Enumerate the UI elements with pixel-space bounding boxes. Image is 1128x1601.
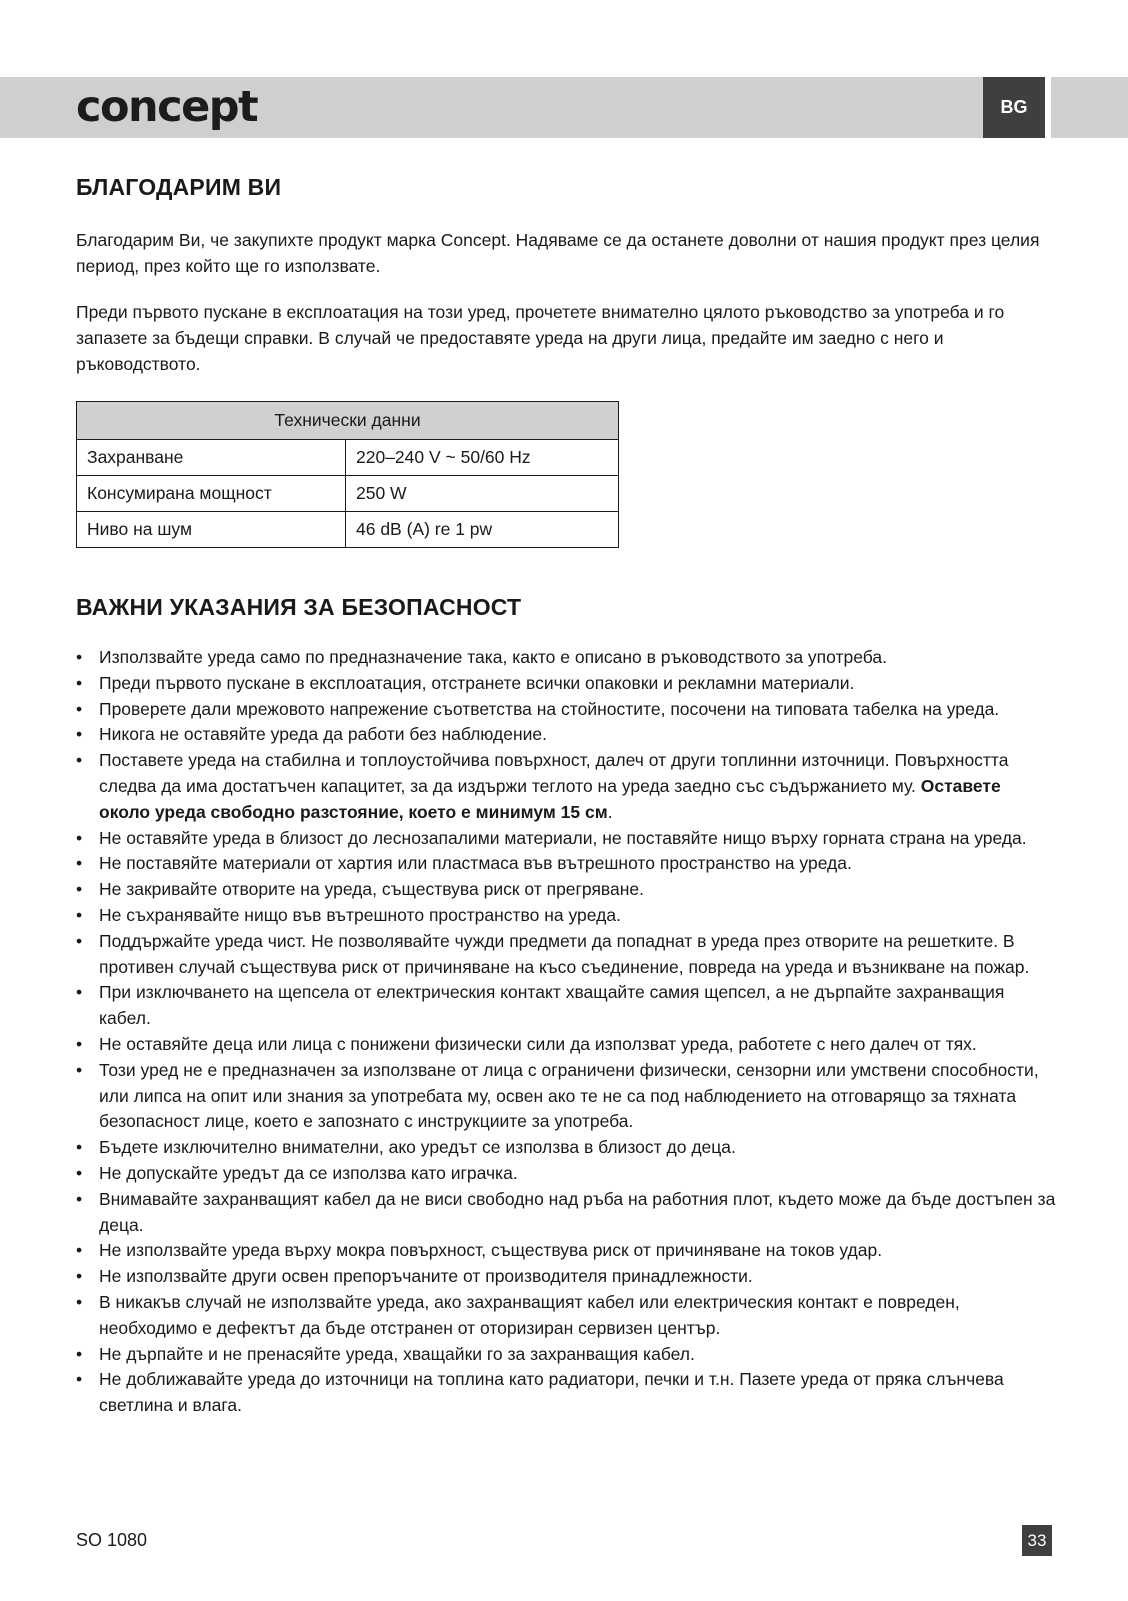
safety-item-text: Не допускайте уредът да се използва като играчка. [99, 1162, 518, 1183]
bullet-icon: • [76, 1343, 83, 1364]
bullet-icon: • [76, 672, 83, 693]
safety-item-text: Този уред не е предназначен за използване от лица с ограничени физически, сензорни или умствени способности, или липса на опит или знания за употребата му, освен ако те не са под наблюдението на отговарящо за тяхната безопасност лице, което е запознато с инструкциите за употреба. [99, 1059, 1039, 1132]
thanks-title: БЛАГОДАРИМ ВИ [76, 174, 282, 200]
list-item [76, 1342, 1056, 1368]
safety-item-text: Не дърпайте и не пренасяйте уреда, хващайки го за захранващия кабел. [99, 1343, 695, 1364]
list-item [76, 645, 1056, 671]
bullet-icon: • [76, 750, 83, 771]
header-divider [1045, 77, 1051, 138]
bullet-icon: • [76, 853, 83, 874]
safety-item-text: Не оставяйте деца или лица с понижени физически сили да използват уреда, работете с него далеч от тях. [99, 1033, 977, 1054]
bullet-icon: • [76, 1266, 83, 1287]
table-row [77, 476, 619, 512]
list-item [76, 903, 1056, 929]
bullet-icon: • [76, 1291, 83, 1312]
safety-item-text: Не закривайте отворите на уреда, съществува риск от прегряване. [99, 879, 645, 900]
bullet-icon: • [76, 904, 83, 925]
bullet-icon: • [76, 1369, 83, 1390]
list-item [76, 1161, 1056, 1187]
list-item [76, 1135, 1056, 1161]
page-number: 33 [1022, 1525, 1052, 1556]
safety-item-text: Не използвайте други освен препоръчаните от производителя принадлежности. [99, 1266, 753, 1287]
bullet-icon: • [76, 1137, 83, 1158]
spec-value: 250 W [346, 476, 619, 512]
list-item [76, 929, 1056, 981]
safety-title: ВАЖНИ УКАЗАНИЯ ЗА БЕЗОПАСНОСТ [76, 594, 522, 620]
list-item [76, 1367, 1056, 1419]
safety-item-emphasis: Оставете около уреда свободно разстояние, което е минимум 15 см [99, 775, 1001, 822]
list-item [76, 671, 1056, 697]
list-item [76, 877, 1056, 903]
safety-item-text: Поддържайте уреда чист. Не позволявайте чужди предмети да попаднат в уреда през отворите на решетките. В противен случай съществува риск от причиняване на късо съединение, повреда на уреда и възникване на пожар. [99, 930, 1030, 977]
technical-data-header: Технически данни [77, 402, 619, 440]
spec-value: 46 dB (A) re 1 pw [346, 512, 619, 548]
safety-item-tail: . [607, 801, 613, 822]
bullet-icon: • [76, 698, 83, 719]
safety-item-text: Поставете уреда на стабилна и топлоустойчива повърхност, далеч от други топлинни източници. Повърхността следва да има достатъчен капацитет, за да издържи теглото на уреда заедно със съдържанието му. [99, 750, 1009, 796]
bullet-icon: • [76, 1162, 83, 1183]
bullet-icon: • [76, 930, 83, 951]
safety-item-text: Не съхранявайте нищо във вътрешното пространство на уреда. [99, 904, 621, 925]
safety-list [76, 645, 1056, 1419]
bullet-icon: • [76, 879, 83, 900]
safety-item-text: Не използвайте уреда върху мокра повърхност, съществува риск от причиняване на токов удар. [99, 1240, 883, 1261]
bullet-icon: • [76, 1059, 83, 1080]
safety-item-text: Никога не оставяйте уреда да работи без наблюдение. [99, 724, 548, 745]
spec-label: Захранване [77, 440, 346, 476]
list-item [76, 722, 1056, 748]
list-item [76, 1264, 1056, 1290]
list-item [76, 1238, 1056, 1264]
safety-item-text: В никакъв случай не използвайте уреда, ако захранващият кабел или електрическия контакт е повреден, необходимо е дефектът да бъде отстранен от оторизиран сервизен център. [99, 1291, 960, 1338]
list-item [76, 1187, 1056, 1239]
spec-label: Консумирана мощност [77, 476, 346, 512]
safety-item-text: Проверете дали мрежовото напрежение съответства на стойностите, посочени на типовата табелка на уреда. [99, 698, 1000, 719]
page-content [76, 168, 1056, 1419]
bullet-icon: • [76, 982, 83, 1003]
list-item [76, 851, 1056, 877]
list-item [76, 980, 1056, 1032]
safety-item-text: Внимавайте захранващият кабел да не виси свободно над ръба на работния плот, където може да бъде достъпен за деца. [99, 1188, 1056, 1235]
list-item [76, 1290, 1056, 1342]
spec-label: Ниво на шум [77, 512, 346, 548]
table-row [77, 512, 619, 548]
list-item [76, 1032, 1056, 1058]
list-item [76, 748, 1056, 825]
list-item [76, 826, 1056, 852]
bullet-icon: • [76, 1033, 83, 1054]
list-item [76, 1058, 1056, 1135]
safety-item-text: Използвайте уреда само по предназначение така, както е описано в ръководството за употреба. [99, 647, 887, 667]
brand-logo: concept [76, 82, 258, 132]
technical-data-table [76, 401, 619, 548]
bullet-icon: • [76, 724, 83, 745]
bullet-icon: • [76, 647, 83, 667]
safety-item-text: Не доближавайте уреда до източници на топлина като радиатори, печки и т.н. Пазете уреда от пряка слънчева светлина и влага. [99, 1369, 1004, 1416]
language-tab: BG [983, 77, 1045, 138]
table-row [77, 440, 619, 476]
bullet-icon: • [76, 1188, 83, 1209]
thanks-paragraph: Благодарим Ви, че закупихте продукт марка Concept. Надяваме се да останете доволни от нашия продукт през целия период, през който ще го използвате. [76, 230, 1040, 276]
safety-item-text: Не поставяйте материали от хартия или пластмаса във вътрешното пространство на уреда. [99, 853, 852, 874]
safety-item-text: Не оставяйте уреда в близост до леснозапалими материали, не поставяйте нищо върху горната страна на уреда. [99, 827, 1027, 848]
footer-model-number: SO 1080 [76, 1530, 148, 1550]
bullet-icon: • [76, 1240, 83, 1261]
safety-item-text: При изключването на щепсела от електрическия контакт хващайте самия щепсел, а не дърпайте захранващия кабел. [99, 982, 1005, 1029]
safety-item-text: Бъдете изключително внимателни, ако уредът се използва в близост до деца. [99, 1137, 736, 1158]
bullet-icon: • [76, 827, 83, 848]
list-item [76, 697, 1056, 723]
safety-item-text: Преди първото пускане в експлоатация, отстранете всички опаковки и рекламни материали. [99, 672, 855, 693]
spec-value: 220–240 V ~ 50/60 Hz [346, 440, 619, 476]
instructions-paragraph: Преди първото пускане в експлоатация на този уред, прочетете внимателно цялото ръководство за употреба и го запазете за бъдещи справки. В случай че предоставяте уреда на други лица, предайте им заедно с него и ръководството. [76, 302, 1005, 374]
